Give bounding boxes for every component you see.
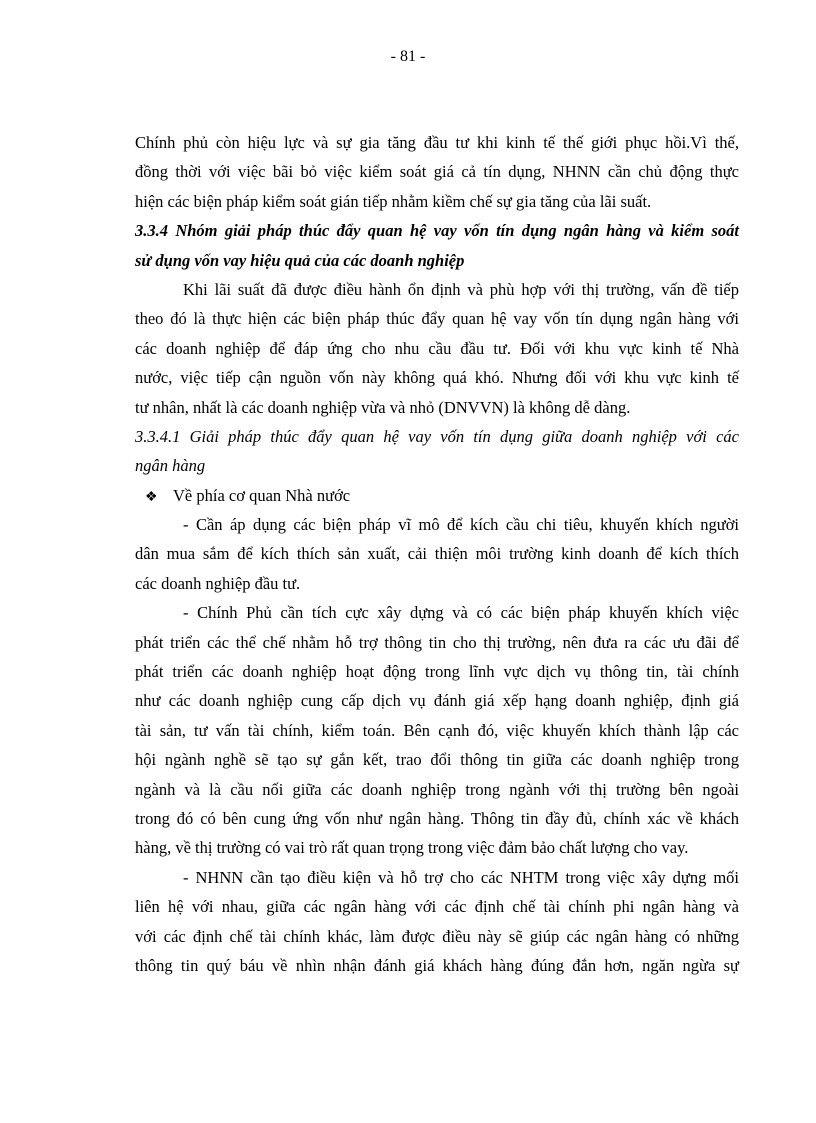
paragraph-line: hàng, về thị trường có vai trò rất quan trọng trong việc đảm bảo chất lượng cho vay. — [135, 838, 689, 858]
paragraph-line: đồng thời với việc bãi bỏ việc kiểm soát giá cả tín dụng, NHNN cần chủ động thực — [135, 162, 739, 182]
subsection-heading: 3.3.4.1 Giải pháp thúc đẩy quan hệ vay vốn tín dụng giữa doanh nghiệp với các — [135, 426, 739, 446]
paragraph-line: hội ngành nghề sẽ tạo sự gắn kết, trao đổi thông tin giữa các doanh nghiệp trong — [135, 750, 739, 770]
paragraph-line: liên hệ với nhau, giữa các ngân hàng với các định chế tài chính phi ngân hàng và — [135, 897, 739, 917]
paragraph-line: các doanh nghiệp để đáp ứng cho nhu cầu đầu tư. Đối với khu vực kinh tế Nhà — [135, 338, 739, 358]
paragraph-line: hiện các biện pháp kiểm soát gián tiếp nhằm kiềm chế sự gia tăng của lãi suất. — [135, 191, 652, 211]
paragraph-line: phát triển các thể chế nhằm hỗ trợ thông tin cho thị trường, nên đưa ra các ưu đãi để — [135, 632, 739, 652]
paragraph-line: tư nhân, nhất là các doanh nghiệp vừa và nhỏ (DNVVN) là không dễ dàng. — [135, 397, 631, 417]
bullet-text: Về phía cơ quan Nhà nước — [173, 485, 351, 505]
paragraph-line: - Cần áp dụng các biện pháp vĩ mô để kích cầu chi tiêu, khuyến khích người — [183, 515, 739, 535]
bullet-item — [135, 481, 739, 510]
paragraph-line: ngành và là cầu nối giữa các doanh nghiệp trong ngành với thị trường bên ngoài — [135, 779, 739, 799]
paragraph-line: với các định chế tài chính khác, làm được điều này sẽ giúp các ngân hàng có những — [135, 926, 739, 946]
paragraph-line: Khi lãi suất đã được điều hành ổn định và phù hợp với thị trường, vấn đề tiếp — [183, 279, 739, 299]
section-heading: 3.3.4 Nhóm giải pháp thúc đẩy quan hệ vay vốn tín dụng ngân hàng và kiểm soát — [135, 221, 739, 241]
paragraph-line: như các doanh nghiệp cung cấp dịch vụ đánh giá xếp hạng doanh nghiệp, định giá — [135, 691, 739, 711]
paragraph-line: trong đó có bên cung ứng vốn như ngân hàng. Thông tin đầy đủ, chính xác về khách — [135, 808, 739, 828]
page-number: - 81 - — [390, 48, 426, 65]
paragraph-line: thông tin quý báu về nhìn nhận đánh giá khách hàng đúng đắn hơn, ngăn ngừa sự — [135, 955, 739, 975]
subsection-heading: ngân hàng — [135, 456, 206, 476]
paragraph-line: phát triển các doanh nghiệp hoạt động trong lĩnh vực dịch vụ thông tin, tài chính — [135, 662, 739, 682]
paragraph-line: tài sản, tư vấn tài chính, kiểm toán. Bên cạnh đó, việc khuyến khích thành lập các — [135, 720, 739, 740]
section-heading: sử dụng vốn vay hiệu quả của các doanh nghiệp — [135, 250, 465, 270]
paragraph-line: dân mua sắm để kích thích sản xuất, cải thiện môi trường kinh doanh để kích thích — [135, 544, 739, 564]
paragraph-line: nước, việc tiếp cận nguồn vốn này không quá khó. Nhưng đối với khu vực kinh tế — [135, 368, 739, 388]
paragraph-line: các doanh nghiệp đầu tư. — [135, 573, 301, 593]
paragraph-line: - NHNN cần tạo điều kiện và hỗ trợ cho các NHTM trong việc xây dựng mối — [183, 867, 739, 887]
diamond-bullet-icon: ❖ — [145, 489, 158, 505]
paragraph-line: theo đó là thực hiện các biện pháp thúc đẩy quan hệ vay vốn tín dụng ngân hàng với — [135, 309, 739, 329]
paragraph-line: - Chính Phủ cần tích cực xây dựng và có các biện pháp khuyến khích việc — [183, 603, 739, 623]
body-text — [135, 128, 739, 980]
paragraph-line: Chính phủ còn hiệu lực và sự gia tăng đầu tư khi kinh tế thế giới phục hồi.Vì thế, — [135, 133, 739, 152]
